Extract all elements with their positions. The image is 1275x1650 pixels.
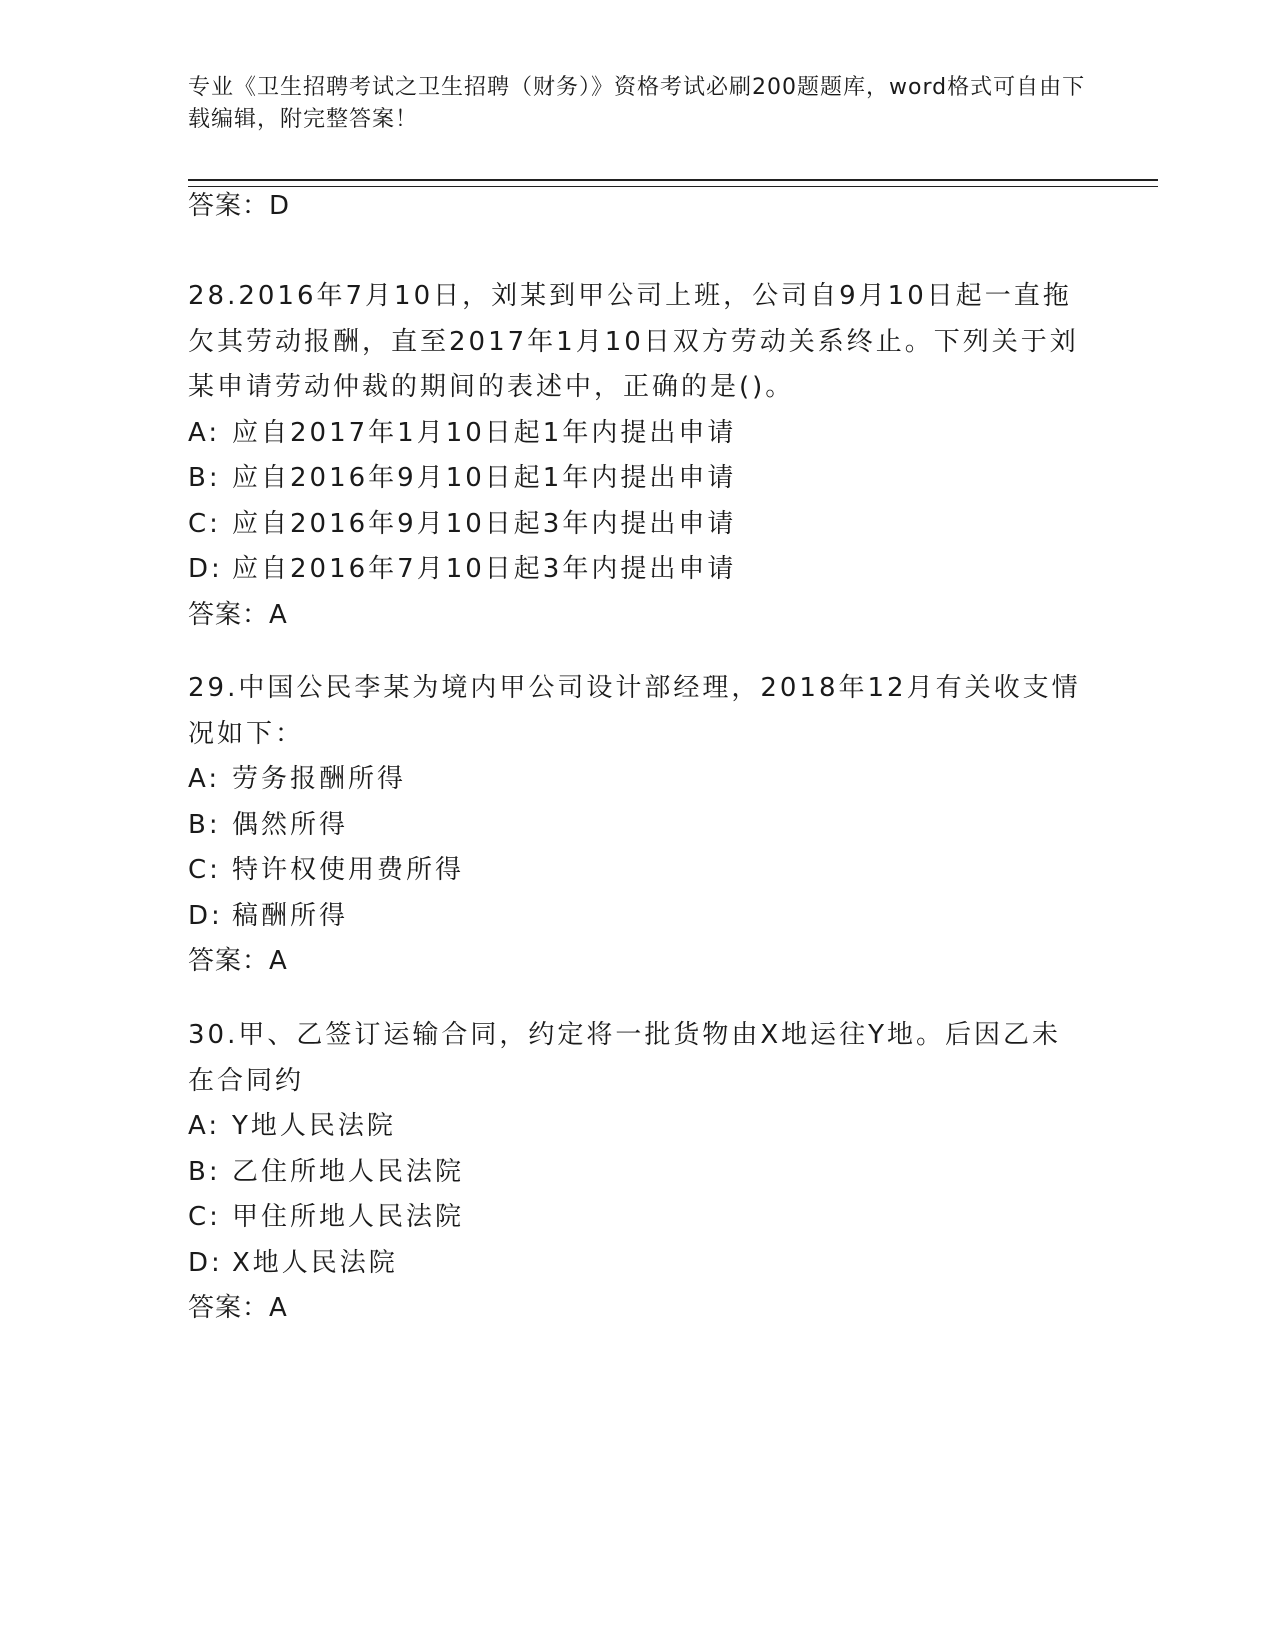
option-c xyxy=(188,502,1088,548)
option-text: 应自2016年9月10日起3年内提出申请 xyxy=(232,508,737,539)
option-text: 应自2016年9月10日起1年内提出申请 xyxy=(232,463,737,493)
option-key: A: xyxy=(188,1111,221,1141)
option-d xyxy=(188,1241,1088,1287)
option-key: D: xyxy=(188,900,223,931)
option-a xyxy=(188,757,1088,803)
document-header xyxy=(188,72,1088,136)
option-key: C: xyxy=(188,855,221,885)
option-c xyxy=(188,848,1088,894)
option-key: C: xyxy=(188,1202,221,1232)
question-answer: 答案：A xyxy=(188,599,288,630)
header-divider xyxy=(188,179,1158,187)
option-d xyxy=(188,894,1088,940)
option-text: X地人民法院 xyxy=(232,1247,398,1278)
option-key: A: xyxy=(188,417,221,448)
option-a xyxy=(188,1104,1088,1150)
question-30 xyxy=(188,1013,1088,1332)
option-b xyxy=(188,803,1088,849)
option-text: 偶然所得 xyxy=(232,809,349,840)
question-29 xyxy=(188,666,1088,985)
option-b xyxy=(188,1150,1088,1196)
option-d xyxy=(188,547,1088,593)
option-text: 特许权使用费所得 xyxy=(232,855,465,885)
question-stem: 28.2016年7月10日，刘某到甲公司上班，公司自9月10日起一直拖欠其劳动报酬，直至2017年1月10日双方劳动关系终止。下列关于刘某申请劳动仲裁的期间的表述中，正确的是()。 xyxy=(188,281,1079,402)
option-key: B: xyxy=(188,809,221,840)
option-text: Y地人民法院 xyxy=(232,1111,396,1141)
question-28 xyxy=(188,274,1088,638)
option-key: C: xyxy=(188,508,221,539)
question-stem: 30.甲、乙签订运输合同，约定将一批货物由X地运往Y地。后因乙未在合同约 xyxy=(188,1020,1062,1096)
option-text: 稿酬所得 xyxy=(232,900,349,931)
option-text: 劳务报酬所得 xyxy=(232,764,407,794)
first-answer: 答案：D xyxy=(188,191,291,221)
option-text: 应自2017年1月10日起1年内提出申请 xyxy=(232,417,737,448)
question-answer: 答案：A xyxy=(188,1293,288,1323)
option-c xyxy=(188,1195,1088,1241)
question-stem: 29.中国公民李某为境内甲公司设计部经理，2018年12月有关收支情况如下： xyxy=(188,673,1081,749)
option-key: D: xyxy=(188,1247,223,1278)
option-key: A: xyxy=(188,764,221,794)
option-b xyxy=(188,456,1088,502)
option-a xyxy=(188,411,1088,457)
option-text: 乙住所地人民法院 xyxy=(232,1156,465,1187)
option-text: 甲住所地人民法院 xyxy=(232,1202,465,1232)
option-key: D: xyxy=(188,554,223,584)
option-key: B: xyxy=(188,1156,221,1187)
option-text: 应自2016年7月10日起3年内提出申请 xyxy=(232,554,737,584)
question-answer: 答案：A xyxy=(188,946,288,976)
option-key: B: xyxy=(188,463,221,493)
header-text: 专业《卫生招聘考试之卫生招聘（财务）》资格考试必刷200题题库，word格式可自由下载编辑，附完整答案！ xyxy=(188,75,1086,132)
